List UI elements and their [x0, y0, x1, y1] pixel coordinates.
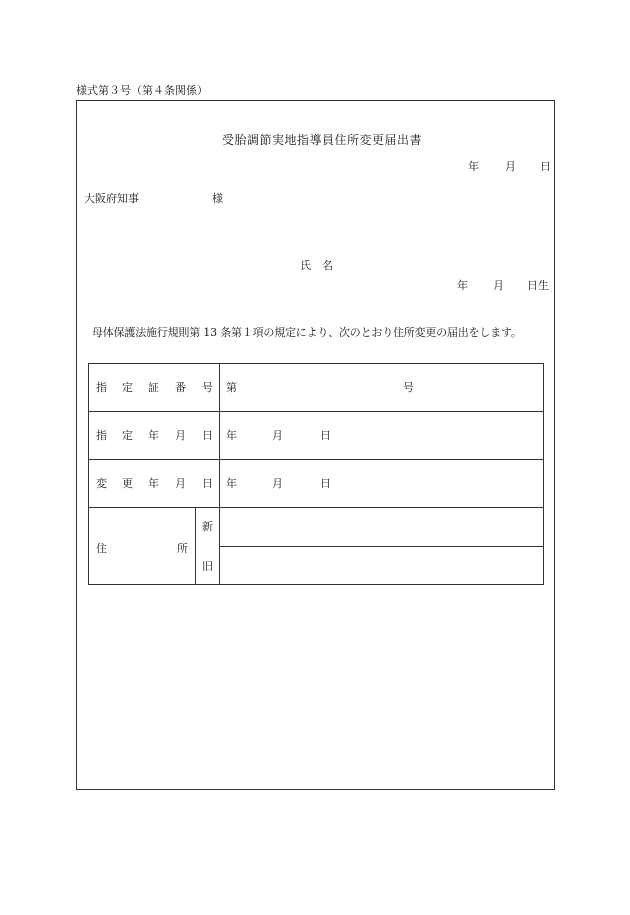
address-sub-divider [195, 507, 196, 584]
label-char: 月 [175, 429, 186, 442]
label-char: 年 [148, 477, 159, 490]
label-char: 日 [202, 477, 213, 490]
change-month: 月 [272, 477, 283, 490]
designation-day: 日 [320, 429, 331, 442]
certificate-number-suffix: 号 [403, 381, 414, 394]
label-char: 定 [122, 381, 133, 394]
certificate-number-prefix: 第 [226, 381, 237, 394]
label-char: 証 [148, 381, 159, 394]
form-title: 受胎調節実地指導員住所変更届出書 [222, 133, 423, 147]
birth-month-label: 月 [493, 279, 504, 292]
old-address-label: 旧 [202, 560, 213, 573]
addressee-honorific: 様 [212, 192, 223, 205]
new-address-label: 新 [202, 520, 213, 533]
designation-month: 月 [272, 429, 283, 442]
form-table [88, 363, 544, 585]
birth-year-label: 年 [457, 279, 468, 292]
label-char: 年 [148, 429, 159, 442]
change-year: 年 [226, 477, 237, 490]
label-char: 指 [96, 429, 107, 442]
label-column-divider [219, 364, 220, 584]
label-char: 所 [177, 542, 188, 555]
label-char: 更 [122, 477, 133, 490]
label-char: 番 [175, 381, 186, 394]
address-divider [219, 546, 544, 547]
applicant-name-label: 氏 名 [300, 259, 333, 272]
form-number: 様式第３号（第４条関係） [76, 84, 208, 97]
label-char: 日 [202, 429, 213, 442]
birth-day-label: 日生 [527, 279, 549, 292]
row-divider [89, 459, 544, 460]
label-char: 定 [122, 429, 133, 442]
label-char: 変 [96, 477, 107, 490]
designation-year: 年 [226, 429, 237, 442]
label-char: 指 [96, 381, 107, 394]
addressee-name: 大阪府知事 [84, 192, 139, 205]
statement-text: 母体保護法施行規則第 13 条第１項の規定により、次のとおり住所変更の届出をします。 [92, 326, 522, 339]
label-char: 住 [96, 542, 107, 555]
change-day: 日 [320, 477, 331, 490]
label-char: 月 [175, 477, 186, 490]
row-divider [89, 411, 544, 412]
date-month-label: 月 [505, 160, 516, 173]
label-char: 号 [202, 381, 213, 394]
row-divider [89, 507, 544, 508]
date-year-label: 年 [468, 160, 479, 173]
date-day-label: 日 [540, 160, 551, 173]
